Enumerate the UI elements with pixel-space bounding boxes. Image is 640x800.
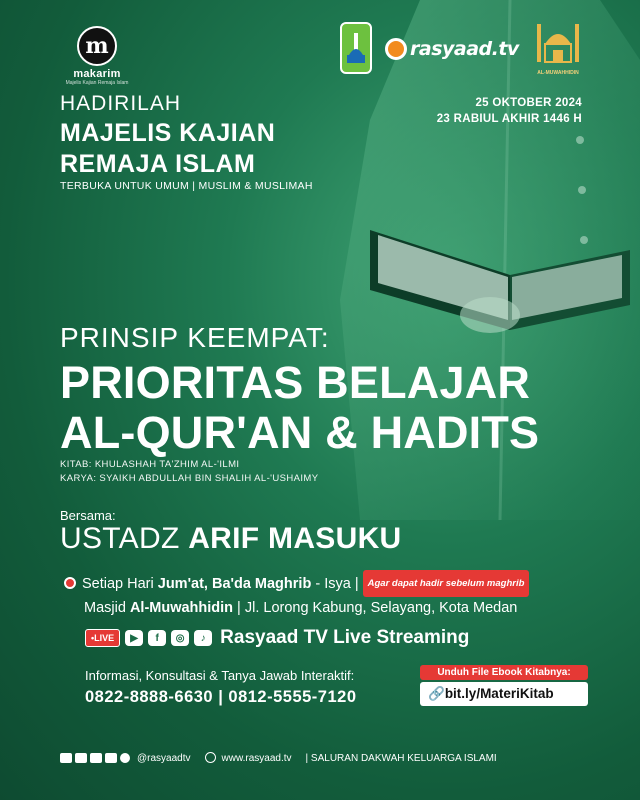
record-dot-icon bbox=[64, 577, 76, 589]
contact-info-label: Informasi, Konsultasi & Tanya Jawab Interaktif: bbox=[85, 668, 355, 683]
place-name: Al-Muwahhidin bbox=[129, 600, 234, 616]
globe-icon bbox=[205, 752, 216, 763]
date-masehi: 25 OKTOBER 2024 bbox=[475, 97, 582, 109]
majelis-heading bbox=[60, 118, 275, 180]
tiktok-icon: ♪ bbox=[194, 630, 212, 646]
book-info bbox=[60, 458, 318, 486]
schedule-prefix: Setiap Hari bbox=[82, 576, 154, 592]
footer-website[interactable] bbox=[205, 752, 292, 764]
schedule bbox=[64, 570, 529, 620]
schedule-suffix: - Isya | bbox=[311, 576, 359, 592]
karya-line: KARYA: SYAIKH ABDULLAH BIN SHALIH AL-'USHAIMY bbox=[60, 473, 319, 484]
speaker-prefix: USTADZ bbox=[60, 522, 180, 555]
speaker-fullname: ARIF MASUKU bbox=[188, 522, 402, 555]
rasyaad-logo-text: rasyaad.tv bbox=[410, 38, 519, 60]
al-muwahhidin-logo bbox=[530, 20, 586, 76]
topic-title-line-2: AL-QUR'AN & HADITS bbox=[60, 407, 540, 458]
footer-social-icons bbox=[60, 753, 191, 764]
spotify-icon bbox=[120, 753, 130, 763]
speaker-name bbox=[60, 522, 402, 556]
bersama-label: Bersama: bbox=[60, 508, 116, 523]
mosque-dome-icon bbox=[533, 20, 583, 64]
live-streaming-text: Rasyaad TV Live Streaming bbox=[220, 627, 470, 648]
event-date bbox=[437, 95, 582, 127]
majelis-line-2: REMAJA ISLAM bbox=[60, 150, 256, 178]
contact-phones: 0822-8888-6630 | 0812-5555-7120 bbox=[85, 688, 357, 706]
schedule-day: Jum'at, Ba'da Maghrib bbox=[157, 576, 312, 592]
makarim-logo-name: makarim bbox=[73, 68, 121, 80]
makarim-logo-tagline: Majelis Kajian Remaja Islam bbox=[65, 80, 129, 86]
ebook-download-label: Unduh File Ebook Kitabnya: bbox=[420, 665, 588, 680]
place-address: | Jl. Lorong Kabung, Selayang, Kota Medan bbox=[233, 600, 518, 616]
kitab-line: KITAB: KHULASHAH TA'ZHIM AL-'ILMI bbox=[60, 459, 240, 470]
tiktok-icon bbox=[105, 753, 117, 763]
mosque-badge-logo bbox=[340, 22, 372, 74]
topic-title-line-1: PRIORITAS BELAJAR bbox=[60, 357, 531, 408]
schedule-time-line bbox=[64, 570, 529, 597]
prinsip-label: PRINSIP KEEMPAT: bbox=[60, 322, 330, 353]
place-prefix: Masjid bbox=[84, 600, 126, 616]
live-streaming-row bbox=[85, 627, 469, 649]
date-hijri: 23 RABIUL AKHIR 1446 H bbox=[436, 113, 582, 125]
makarim-logo bbox=[62, 26, 132, 86]
instagram-icon: ◎ bbox=[171, 630, 189, 646]
makarim-emblem-icon: m bbox=[77, 26, 117, 66]
al-muwahhidin-logo-text: AL-MUWAHHIDIN bbox=[537, 70, 579, 76]
hadirilah-heading: HADIRILAH bbox=[60, 92, 182, 115]
youtube-icon: ▶ bbox=[125, 630, 143, 646]
youtube-icon bbox=[60, 753, 72, 763]
footer-tagline: | SALURAN DAKWAH KELUARGA ISLAMI bbox=[305, 752, 497, 764]
rasyaad-tv-logo bbox=[385, 38, 519, 60]
topic-title bbox=[60, 358, 539, 458]
majelis-line-1: MAJELIS KAJIAN bbox=[60, 119, 276, 147]
instagram-icon bbox=[90, 753, 102, 763]
live-badge: •LIVE bbox=[85, 629, 120, 647]
ebook-link-text: bit.ly/MateriKitab bbox=[444, 686, 554, 701]
maghrib-note-badge: Agar dapat hadir sebelum maghrib bbox=[363, 570, 530, 597]
mosque-icon bbox=[345, 31, 367, 65]
footer bbox=[60, 752, 582, 764]
rasyaad-dot-icon bbox=[385, 38, 407, 60]
ebook-download bbox=[420, 665, 588, 706]
link-icon: 🔗 bbox=[428, 686, 445, 701]
ebook-download-link[interactable] bbox=[420, 682, 588, 706]
facebook-icon: f bbox=[148, 630, 166, 646]
footer-website-text: www.rasyaad.tv bbox=[221, 753, 292, 764]
facebook-icon bbox=[75, 753, 87, 763]
audience-note: TERBUKA UNTUK UMUM | MUSLIM & MUSLIMAH bbox=[60, 180, 313, 192]
schedule-place-line bbox=[64, 597, 529, 620]
footer-handle[interactable]: @rasyaadtv bbox=[137, 752, 191, 764]
